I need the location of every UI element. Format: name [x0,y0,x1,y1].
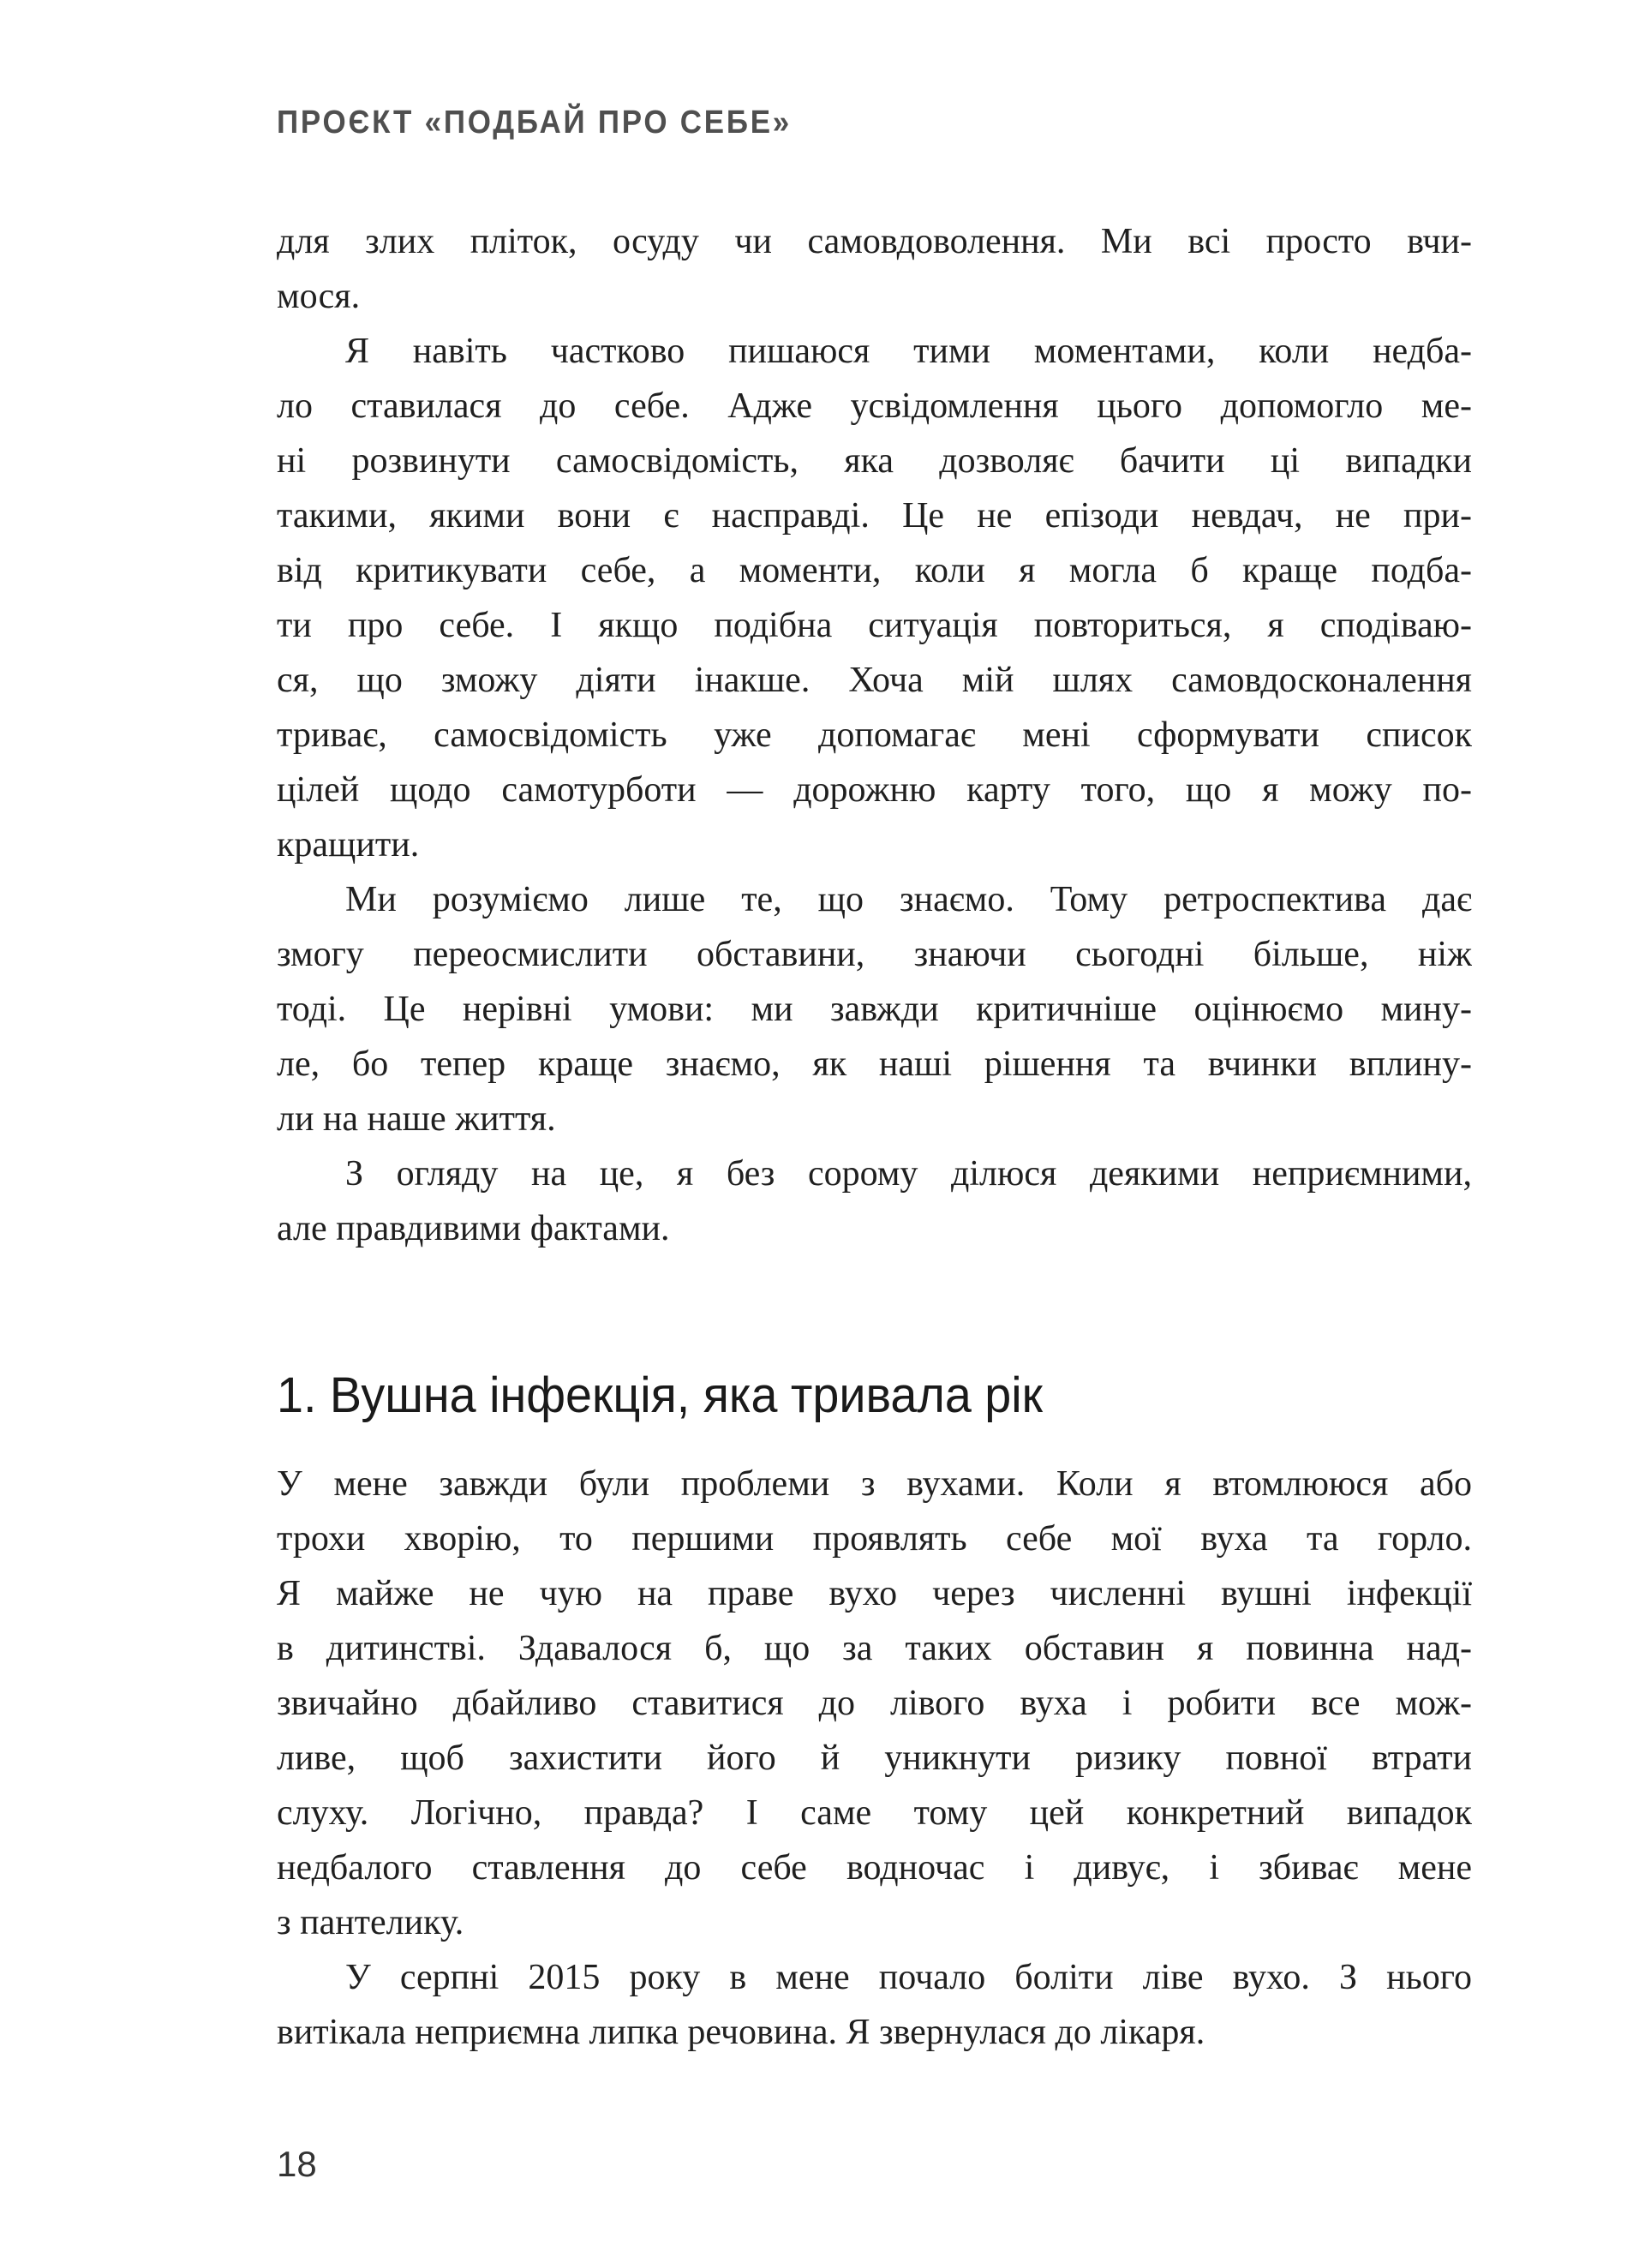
running-header: ПРОЄКТ «ПОДБАЙ ПРО СЕБЕ» [277,105,793,141]
text-line: такими, якими вони є насправді. Це не епізоди невдач, не при- [277,496,1472,536]
paragraph [277,324,1472,872]
text-line: для злих пліток, осуду чи самовдоволення. Ми всі просто вчи- [277,222,1472,261]
text-line: ти про себе. І якщо подібна ситуація повториться, я сподіваю- [277,606,1472,645]
text-line: кращити. [277,825,420,865]
paragraph [277,1146,1472,1256]
text-line: недбалого ставлення до себе водночас і дивує, і збиває мене [277,1848,1472,1888]
text-line: З огляду на це, я без сорому ділюся деякими неприємними, [345,1154,1472,1194]
text-line: Ми розуміємо лише те, що знаємо. Тому ретроспектива дає [345,880,1472,919]
section-heading: 1. Вушна інфекція, яка тривала рік [277,1367,1044,1423]
text-line: ле, бо тепер краще знаємо, як наші рішення та вчинки вплину- [277,1044,1472,1084]
text-line: триває, самосвідомість уже допомагає мені сформувати список [277,715,1472,755]
text-line: в дитинстві. Здавалося б, що за таких обставин я повинна над- [277,1629,1472,1668]
text-line: слуху. Логічно, правда? І саме тому цей конкретний випадок [277,1793,1472,1833]
text-line: ливе, щоб захистити його й уникнути ризику повної втрати [277,1738,1472,1778]
text-line: ло ставилася до себе. Адже усвідомлення цього допомогло ме- [277,386,1472,426]
text-line: Я майже не чую на праве вухо через численні вушні інфекції [277,1574,1472,1613]
text-line: ні розвинути самосвідомість, яка дозволяє бачити ці випадки [277,441,1472,481]
text-line: від критикувати себе, а моменти, коли я могла б краще подба- [277,551,1472,590]
text-line: тоді. Це нерівні умови: ми завжди критичніше оцінюємо мину- [277,990,1472,1029]
text-line: трохи хворію, то першими проявлять себе мої вуха та горло. [277,1519,1472,1559]
text-line: цілей щодо самотурботи — дорожню карту того, що я можу по- [277,770,1472,810]
text-line: але правдивими фактами. [277,1209,670,1248]
page-body [277,214,1472,2060]
text-line: витікала неприємна липка речовина. Я звернулася до лікаря. [277,2013,1205,2052]
paragraph [277,1457,1472,1950]
text-line: ли на наше життя. [277,1099,556,1139]
text-line: звичайно дбайливо ставитися до лівого вуха і робити все мож- [277,1684,1472,1723]
text-line: У мене завжди були проблеми з вухами. Коли я втомлююся або [277,1464,1472,1504]
paragraph [277,214,1472,324]
text-line: Я навіть частково пишаюся тими моментами, коли недба- [345,332,1472,371]
text-line: мося. [277,277,361,316]
paragraph [277,1950,1472,2060]
text-line: У серпні 2015 року в мене почало боліти ліве вухо. З нього [345,1958,1472,1997]
text-line: з пантелику. [277,1903,464,1942]
text-line: ся, що зможу діяти інакше. Хоча мій шлях самовдосконалення [277,661,1472,700]
page-number: 18 [277,2144,317,2184]
text-line: змогу переосмислити обставини, знаючи сьогодні більше, ніж [277,935,1472,974]
paragraph [277,872,1472,1146]
